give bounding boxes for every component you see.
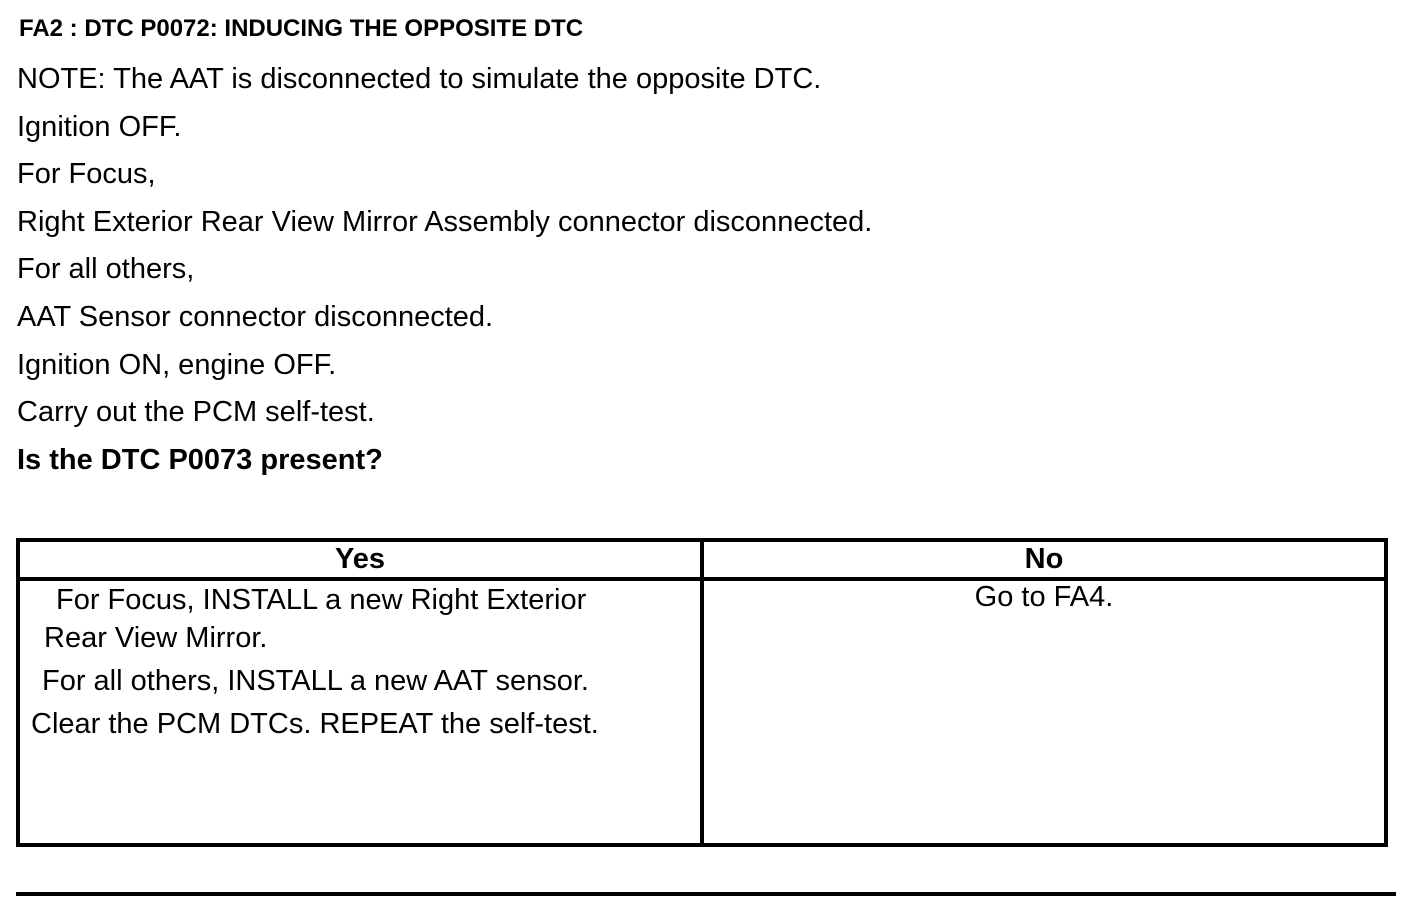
yes-line: For all others, INSTALL a new AAT sensor. xyxy=(42,665,589,697)
step-note: NOTE: The AAT is disconnected to simulate the opposite DTC. xyxy=(17,63,822,95)
step-mirror-connector: Right Exterior Rear View Mirror Assembly connector disconnected. xyxy=(17,205,873,238)
step-for-all-others: For all others, xyxy=(17,253,195,286)
step-self-test: Carry out the PCM self-test. xyxy=(17,396,375,429)
yes-line: Clear the PCM DTCs. REPEAT the self-test. xyxy=(31,708,599,740)
step-for-focus: For Focus, xyxy=(17,158,156,191)
procedure-steps xyxy=(17,56,872,484)
yes-action-cell xyxy=(18,579,702,845)
no-action-cell: Go to FA4. xyxy=(702,579,1386,845)
yes-line: Rear View Mirror. xyxy=(44,622,268,654)
bottom-divider xyxy=(16,892,1396,896)
step-ignition-off: Ignition OFF. xyxy=(17,110,182,143)
test-question: Is the DTC P0073 present? xyxy=(17,443,383,476)
yes-line: For Focus, INSTALL a new Right Exterior xyxy=(56,584,587,616)
yes-header: Yes xyxy=(18,540,702,579)
decision-header-row xyxy=(18,540,1386,579)
step-aat-connector: AAT Sensor connector disconnected. xyxy=(17,300,494,333)
step-ignition-on: Ignition ON, engine OFF. xyxy=(17,348,337,381)
decision-table xyxy=(16,538,1388,847)
decision-row xyxy=(18,579,1386,845)
no-header: No xyxy=(702,540,1386,579)
procedure-heading: FA2 : DTC P0072: INDUCING THE OPPOSITE DTC xyxy=(19,15,584,42)
